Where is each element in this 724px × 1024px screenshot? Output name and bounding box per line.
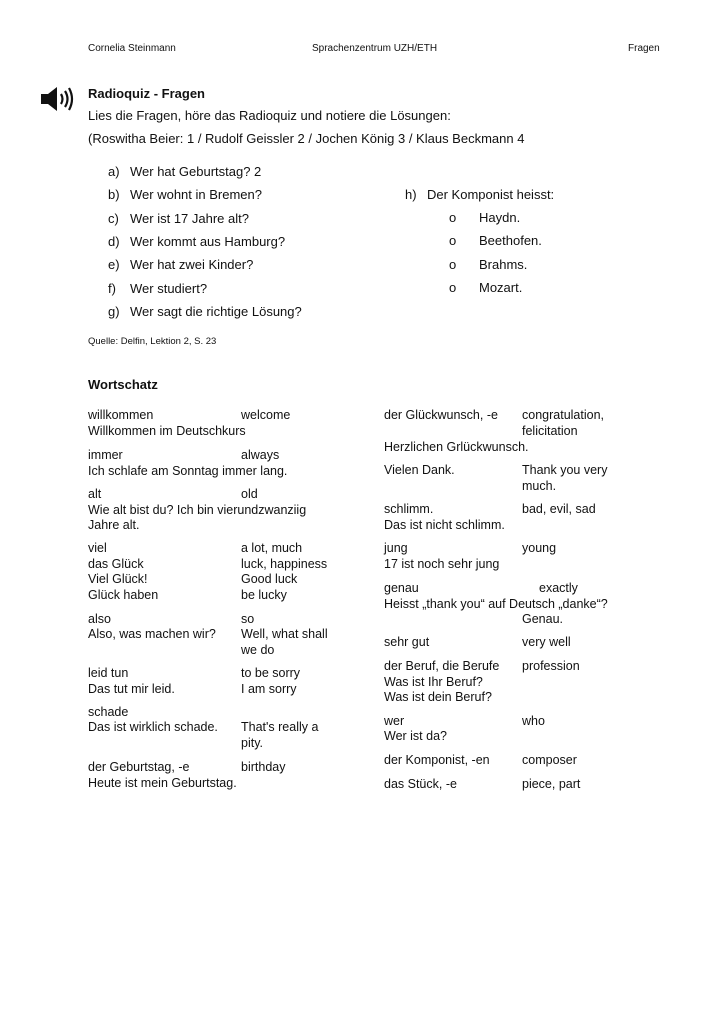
vocab-german: das Stück, -e <box>384 777 457 791</box>
composer-name: Haydn. <box>479 210 521 225</box>
vocab-english: profession <box>522 659 580 673</box>
vocab-german: Ich schlafe am Sonntag immer lang. <box>88 464 288 478</box>
composer-name: Mozart. <box>479 279 523 295</box>
section-title: Wortschatz <box>88 377 158 392</box>
composer-option <box>449 233 542 249</box>
question-text: Wer hat zwei Kinder? <box>130 257 254 273</box>
vocab-german: Herzlichen Grlückwunsch. <box>384 440 529 454</box>
vocab-german: der Glückwunsch, -e <box>384 408 498 422</box>
bullet-icon: o <box>449 256 457 272</box>
vocab-german: Heute ist mein Geburtstag. <box>88 776 237 790</box>
question-item <box>108 211 249 227</box>
vocab-german: also <box>88 612 111 626</box>
question-item <box>108 281 207 297</box>
vocab-german: Wer ist da? <box>384 729 447 743</box>
vocab-english: be lucky <box>241 588 287 602</box>
vocab-english: Genau. <box>522 612 564 626</box>
vocab-english: Well, what shall <box>241 627 328 641</box>
composer-option <box>449 210 520 226</box>
question-text: Wer studiert? <box>130 280 208 296</box>
vocab-english: old <box>241 487 258 501</box>
question-item <box>108 234 285 250</box>
vocab-german: Willkommen im Deutschkurs <box>88 424 246 438</box>
vocab-german: Jahre alt. <box>88 518 140 532</box>
vocab-english: very well <box>522 635 571 649</box>
vocab-english: Thank you very <box>522 463 608 477</box>
question-text: Der Komponist heisst: <box>427 187 555 202</box>
vocab-english: always <box>241 448 280 462</box>
vocab-german: der Geburtstag, -e <box>88 760 190 774</box>
question-text: Wer hat Geburtstag? 2 <box>130 164 262 179</box>
vocab-english: pity. <box>241 736 263 750</box>
vocab-english: welcome <box>241 408 291 422</box>
header-center: Sprachenzentrum UZH/ETH <box>312 43 438 54</box>
header-right: Fragen <box>628 43 660 54</box>
people-list: (Roswitha Beier: 1 / Rudolf Geissler 2 / Jochen König 3 / Klaus Beckmann 4 <box>88 131 525 146</box>
question-label: d) <box>108 233 120 249</box>
composer-option <box>449 257 527 273</box>
vocab-english: who <box>522 714 545 728</box>
question-item <box>108 257 253 273</box>
instruction: Lies die Fragen, höre das Radioquiz und notiere die Lösungen: <box>88 108 451 123</box>
vocab-german: Das ist nicht schlimm. <box>384 518 505 532</box>
page-title: Radioquiz - Fragen <box>88 86 205 101</box>
vocab-german: Was ist dein Beruf? <box>384 690 492 704</box>
question-label: b) <box>108 187 120 203</box>
question-label: a) <box>108 164 120 179</box>
vocab-german: schade <box>88 705 129 719</box>
question-label: c) <box>108 210 119 226</box>
vocab-german: genau <box>384 581 419 595</box>
composer-name: Beethofen. <box>479 233 542 249</box>
vocab-english: composer <box>522 753 577 767</box>
vocab-german: leid tun <box>88 666 129 680</box>
vocab-german: alt <box>88 487 102 501</box>
composer-name: Brahms. <box>479 256 528 272</box>
vocab-english: so <box>241 612 255 626</box>
vocab-german: der Beruf, die Berufe <box>384 659 500 673</box>
vocab-english: exactly <box>539 581 578 595</box>
question-h <box>405 187 554 203</box>
question-label: e) <box>108 257 120 273</box>
vocab-english: to be sorry <box>241 666 301 680</box>
vocab-german: schlimm. <box>384 502 434 516</box>
vocab-english: young <box>522 541 557 555</box>
vocab-german: Wie alt bist du? Ich bin vierundzwanziig <box>88 503 307 517</box>
vocab-german: Viel Glück! <box>88 572 148 586</box>
vocab-english: felicitation <box>522 424 578 438</box>
vocab-german: immer <box>88 448 123 462</box>
vocab-german: Was ist Ihr Beruf? <box>384 675 483 689</box>
composer-option <box>449 280 522 296</box>
vocab-english: birthday <box>241 760 286 774</box>
bullet-icon: o <box>449 279 457 295</box>
vocab-german: 17 ist noch sehr jung <box>384 557 500 571</box>
vocab-german: jung <box>384 541 408 555</box>
vocab-german: Vielen Dank. <box>384 463 455 477</box>
vocab-english: Good luck <box>241 572 298 586</box>
bullet-icon: o <box>449 210 457 225</box>
vocab-german: viel <box>88 541 107 555</box>
vocab-english: That's really a <box>241 720 319 734</box>
vocab-english: a lot, much <box>241 541 303 555</box>
vocab-english: piece, part <box>522 777 581 791</box>
question-text: Wer ist 17 Jahre alt? <box>130 210 249 226</box>
source-note: Quelle: Delfin, Lektion 2, S. 23 <box>88 336 217 347</box>
vocab-german: sehr gut <box>384 635 430 649</box>
bullet-icon: o <box>449 233 457 249</box>
question-label: h) <box>405 187 417 202</box>
vocab-german: Also, was machen wir? <box>88 627 216 641</box>
vocab-german: das Glück <box>88 557 144 571</box>
question-item <box>108 164 261 180</box>
question-item <box>108 187 262 203</box>
vocab-english: much. <box>522 479 557 493</box>
vocab-german: willkommen <box>88 408 154 422</box>
vocab-english: we do <box>241 643 275 657</box>
question-label: f) <box>108 280 116 296</box>
header-author: Cornelia Steinmann <box>88 43 176 54</box>
vocab-german: Das tut mir leid. <box>88 682 175 696</box>
vocab-german: wer <box>384 714 405 728</box>
speaker-icon[interactable] <box>40 86 74 117</box>
question-label: g) <box>108 303 120 319</box>
question-text: Wer kommt aus Hamburg? <box>130 233 286 249</box>
question-text: Wer wohnt in Bremen? <box>130 187 262 203</box>
question-item <box>108 304 302 320</box>
vocab-english: bad, evil, sad <box>522 502 596 516</box>
vocab-english: I am sorry <box>241 682 297 696</box>
vocab-english: congratulation, <box>522 408 605 422</box>
vocab-german: der Komponist, -en <box>384 753 490 767</box>
vocab-german: Das ist wirklich schade. <box>88 720 218 734</box>
vocab-english: luck, happiness <box>241 557 328 571</box>
vocab-german: Heisst „thank you“ auf Deutsch „danke“? <box>384 597 608 611</box>
vocab-german: Glück haben <box>88 588 159 602</box>
question-text: Wer sagt die richtige Lösung? <box>130 303 302 319</box>
